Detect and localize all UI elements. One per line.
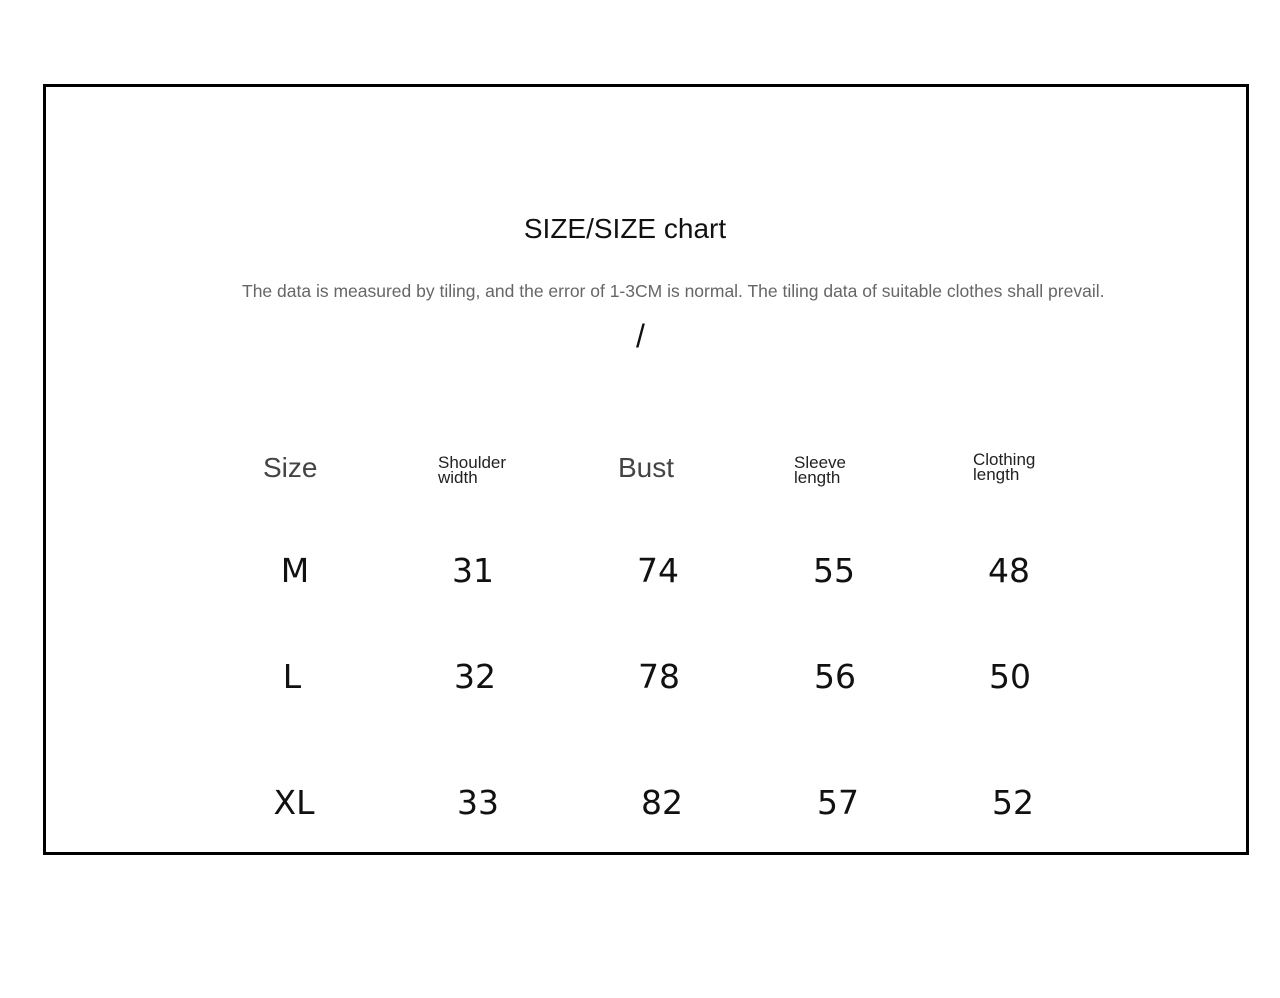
row-xl-sleeve: 57 (817, 783, 859, 822)
row-m-size: M (280, 551, 310, 590)
row-m-bust: 74 (637, 551, 679, 590)
row-xl-shoulder: 33 (457, 783, 499, 822)
row-l-length: 50 (989, 657, 1031, 696)
row-m-sleeve: 55 (813, 551, 855, 590)
header-sleeve-line2: length (794, 468, 841, 487)
row-m-length: 48 (988, 551, 1030, 590)
row-l-bust: 78 (638, 657, 680, 696)
row-l-size: L (282, 657, 302, 696)
measurement-note: The data is measured by tiling, and the error of 1-3CM is normal. The tiling data of suitable clothes shall prevail. (242, 281, 1105, 301)
separator: / (636, 318, 645, 354)
header-shoulder-line1: Shoulder (438, 453, 507, 472)
header-clothing-length (973, 452, 1035, 482)
header-sleeve-line1: Sleeve (794, 453, 846, 472)
row-xl-length: 52 (992, 783, 1034, 822)
header-shoulder-line2: width (438, 468, 478, 487)
row-l-shoulder: 32 (454, 657, 496, 696)
header-size: Size (263, 452, 318, 483)
header-shoulder-width (438, 455, 506, 485)
row-l-sleeve: 56 (814, 657, 856, 696)
header-clothing-line2: length (973, 465, 1020, 484)
row-xl-bust: 82 (641, 783, 683, 822)
chart-title: SIZE/SIZE chart (523, 213, 727, 244)
header-bust: Bust (618, 452, 675, 483)
header-sleeve-length (794, 455, 846, 485)
header-clothing-line1: Clothing (973, 450, 1036, 469)
row-m-shoulder: 31 (452, 551, 494, 590)
row-xl-size: XL (273, 783, 315, 822)
